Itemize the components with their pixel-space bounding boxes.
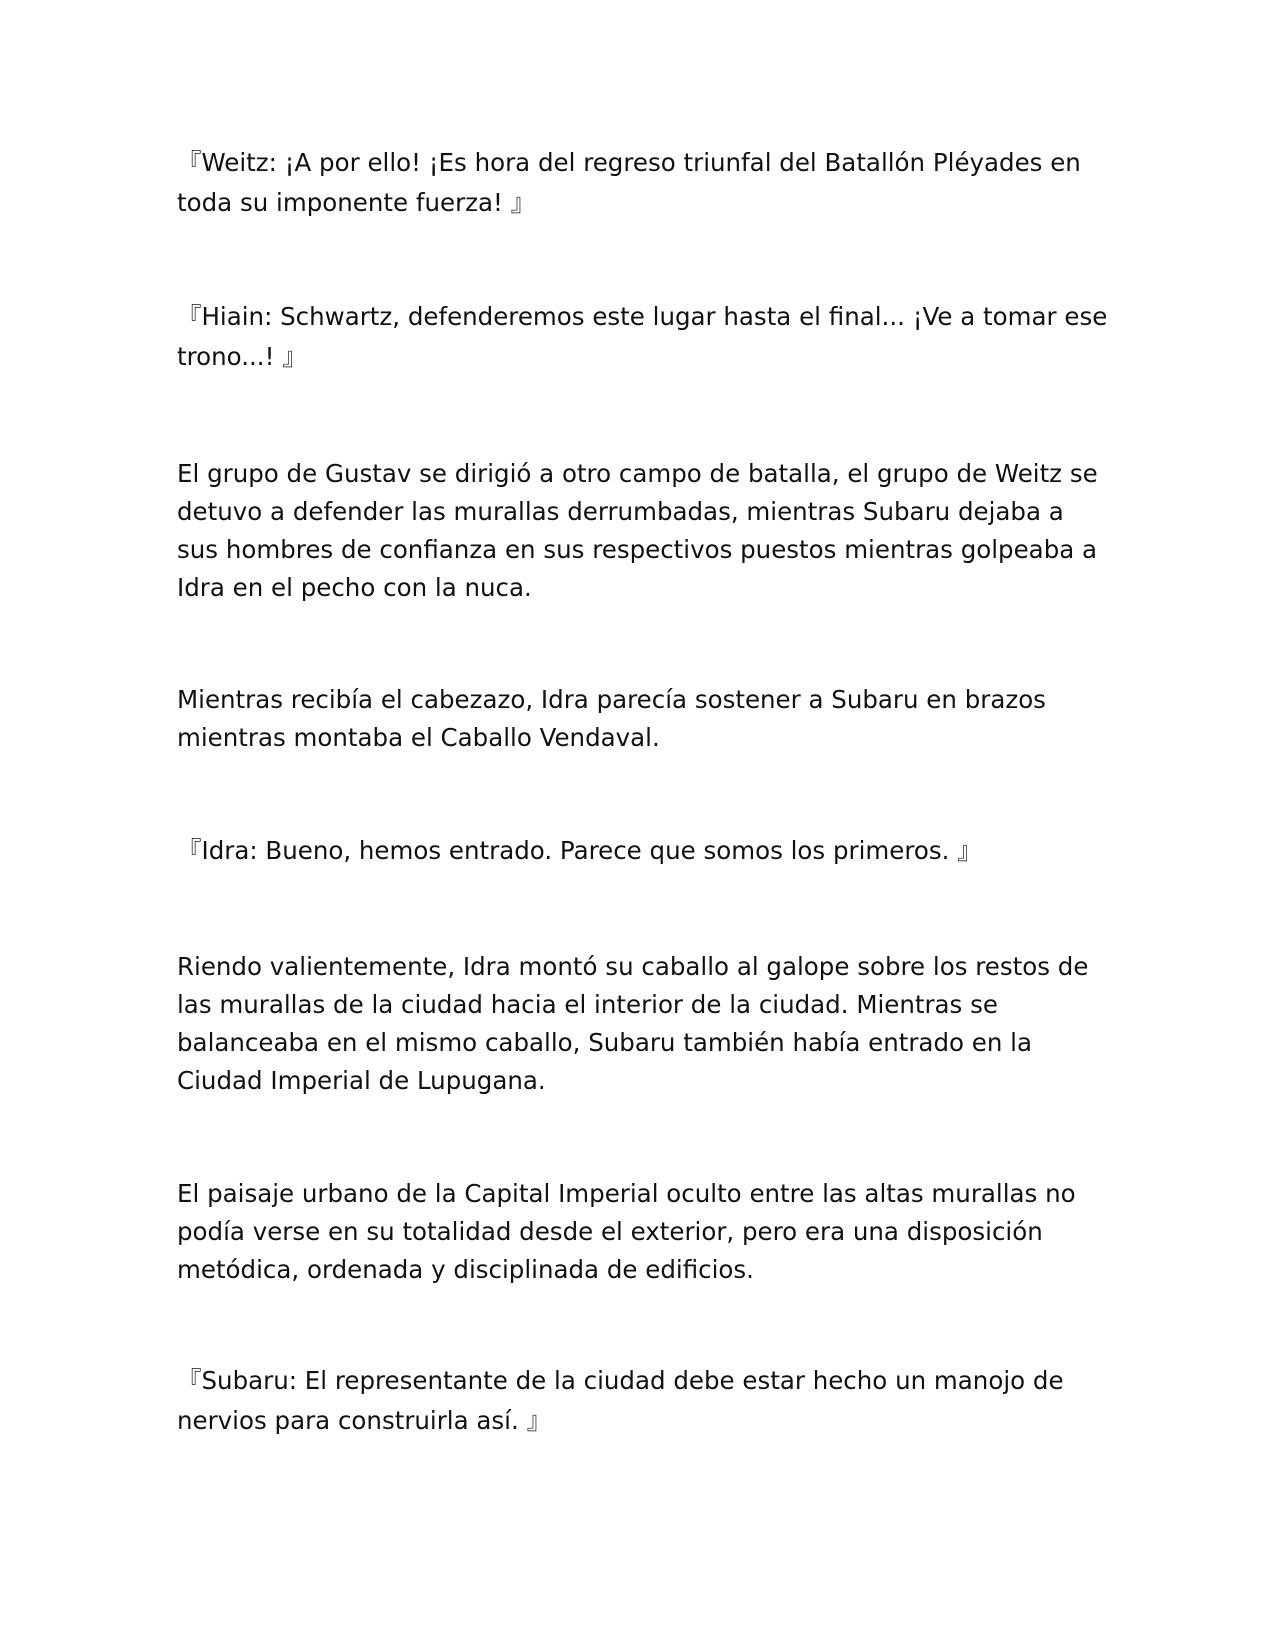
paragraph-narration-entering-city: Riendo valientemente, Idra montó su caballo al galope sobre los restos de las murallas de la ciudad hacia el interior de la ciudad. Mientras se balanceaba en el mismo caballo, Subaru también había entrado en la Ciudad Imperial de Lupugana. [177,952,1089,1095]
paragraph-dialogue-hiain: 『Hiain: Schwartz, defenderemos este lugar hasta el final... ¡Ve a tomar ese trono...! 』 [177,302,1108,371]
paragraph-dialogue-subaru: 『Subaru: El representante de la ciudad debe estar hecho un manojo de nervios para construirla así. 』 [177,1366,1064,1435]
paragraph-narration-cityscape: El paisaje urbano de la Capital Imperial oculto entre las altas murallas no podía verse en su totalidad desde el exterior, pero era una disposición metódica, ordenada y disciplinada de edificios. [177,1179,1076,1284]
paragraph-narration-headbutt: Mientras recibía el cabezazo, Idra parecía sostener a Subaru en brazos mientras montaba el Caballo Vendaval. [177,685,1046,752]
paragraph-narration-groups: El grupo de Gustav se dirigió a otro campo de batalla, el grupo de Weitz se detuvo a defender las murallas derrumbadas, mientras Subaru dejaba a sus hombres de confianza en sus respectivos puestos mientras golpeaba a Idra en el pecho con la nuca. [177,459,1098,602]
paragraph-dialogue-idra: 『Idra: Bueno, hemos entrado. Parece que somos los primeros. 』 [177,836,982,865]
paragraph-dialogue-weitz: 『Weitz: ¡A por ello! ¡Es hora del regreso triunfal del Batallón Pléyades en toda su imponente fuerza! 』 [177,148,1081,217]
